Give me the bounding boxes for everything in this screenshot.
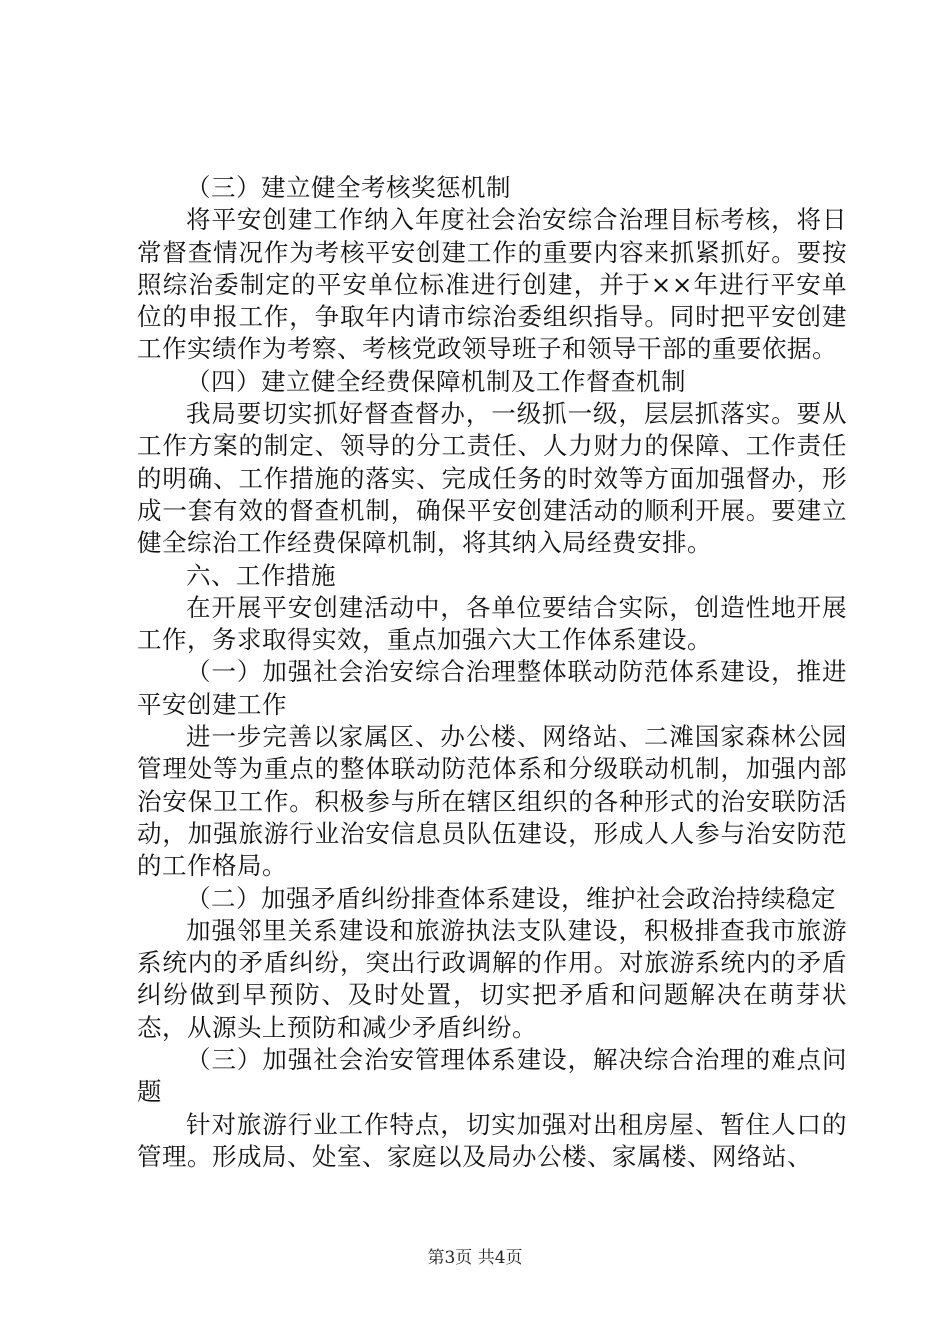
section-heading-measures: 六、工作措施 xyxy=(186,560,336,590)
section-heading-security: （三）加强社会治安管理体系建设，解决综合治理的难点问题 xyxy=(137,1045,847,1107)
paragraph-funding: 我局要切实抓好督查督办，一级抓一级，层层抓落实。要从工作方案的制定、领导的分工责任、人力财力的保障、工作责任的明确、工作措施的落实、完成任务的时效等方面加强督办，形成一套有效的督查机制，确保平安创建活动的顺利开展。要建立健全综治工作经费保障机制，将其纳入局经费安排。 xyxy=(137,399,847,558)
paragraph-assessment: 将平安创建工作纳入年度社会治安综合治理目标考核，将日常督查情况作为考核平安创建工作的重要内容来抓紧抓好。要按照综治委制定的平安单位标准进行创建，并于××年进行平安单位的申报工作，争取年内请市综治委组织指导。同时把平安创建工作实绩作为考察、考核党政领导班子和领导干部的重要依据。 xyxy=(137,205,847,364)
page-footer: 第3页 共4页 xyxy=(427,1248,523,1268)
section-heading-funding: （四）建立健全经费保障机制及工作督查机制 xyxy=(186,366,686,396)
document-body xyxy=(137,172,847,1173)
paragraph-measures: 在开展平安创建活动中，各单位要结合实际，创造性地开展工作，务求取得实效，重点加强六大工作体系建设。 xyxy=(137,592,847,655)
section-heading-assessment: （三）建立健全考核奖惩机制 xyxy=(186,173,511,202)
paragraph-linkage: 进一步完善以家属区、办公楼、网络站、二滩国家森林公园管理处等为重点的整体联动防范体系和分级联动机制，加强内部治安保卫工作。积极参与所在辖区组织的各种形式的治安联防活动，加强旅游行业治安信息员队伍建设，形成人人参与治安防范的工作格局。 xyxy=(137,722,847,881)
paragraph-security: 针对旅游行业工作特点，切实加强对出租房屋、暂住人口的管理。形成局、处室、家庭以及局办公楼、家属楼、网络站、 xyxy=(137,1109,847,1171)
section-heading-linkage: （一）加强社会治安综合治理整体联动防范体系建设，推进平安创建工作 xyxy=(137,657,847,719)
paragraph-disputes: 加强邻里关系建设和旅游执法支队建设，积极排查我市旅游系统内的矛盾纠纷，突出行政调解的作用。对旅游系统内的矛盾纠纷做到早预防、及时处置，切实把矛盾和问题解决在萌芽状态，从源头上预防和减少矛盾纠纷。 xyxy=(137,915,847,1042)
section-heading-disputes: （二）加强矛盾纠纷排查体系建设，维护社会政治持续稳定 xyxy=(186,883,836,913)
